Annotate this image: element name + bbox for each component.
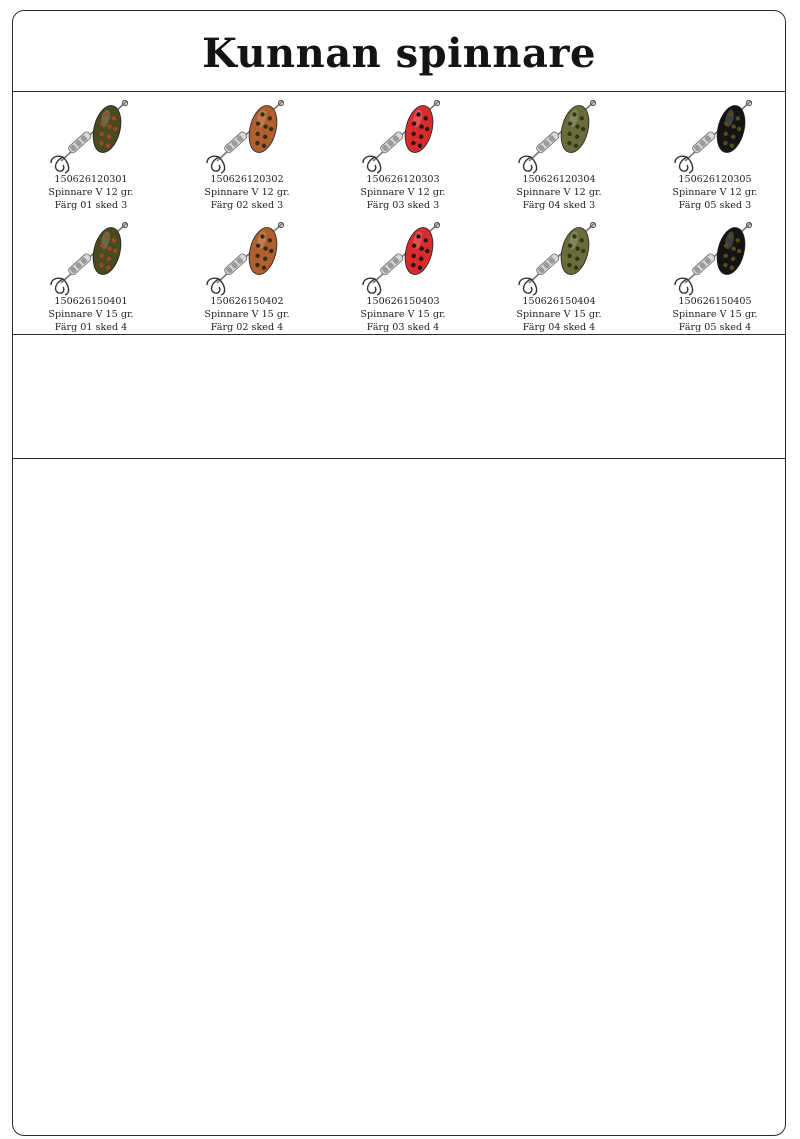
spinner-lure-icon [513,217,603,297]
page-title: Kunnan spinnare [202,29,596,77]
title-band [13,11,785,92]
product-caption [481,295,637,334]
product-variant: Färg 04 sked 4 [522,322,596,333]
spinner-lure-icon [45,217,135,297]
product-variant: Färg 03 sked 3 [366,200,440,211]
product-sku: 150626120302 [210,174,284,185]
spinner-lure-icon [669,217,759,297]
product-sku: 150626120303 [366,174,440,185]
product-sku: 150626120301 [54,174,128,185]
product-name: Spinnare V 12 gr. [204,187,290,198]
product-variant: Färg 03 sked 4 [366,322,440,333]
product-name: Spinnare V 15 gr. [360,309,446,320]
spinner-lure-icon [513,95,603,175]
product-item[interactable] [637,93,793,213]
product-row [13,215,785,335]
product-grid [13,93,785,335]
product-item[interactable] [169,93,325,213]
product-variant: Färg 05 sked 4 [678,322,752,333]
product-item[interactable] [481,93,637,213]
spinner-lure-icon [669,95,759,175]
product-sku: 150626120304 [522,174,596,185]
product-name: Spinnare V 12 gr. [360,187,446,198]
product-variant: Färg 02 sked 3 [210,200,284,211]
spinner-lure-icon [201,217,291,297]
product-item[interactable] [325,215,481,335]
product-sku: 150626150403 [366,296,440,307]
product-caption [13,173,169,212]
product-caption [637,173,793,212]
spinner-lure-icon [357,95,447,175]
product-caption [637,295,793,334]
spinner-lure-icon [201,95,291,175]
spinner-lure-icon [45,95,135,175]
product-name: Spinnare V 15 gr. [672,309,758,320]
product-sku: 150626150405 [678,296,752,307]
product-item[interactable] [169,215,325,335]
product-caption [325,173,481,212]
spinner-lure-icon [357,217,447,297]
product-caption [13,295,169,334]
empty-section [13,336,785,459]
product-item[interactable] [637,215,793,335]
product-name: Spinnare V 12 gr. [516,187,602,198]
product-sku: 150626120305 [678,174,752,185]
product-sku: 150626150404 [522,296,596,307]
product-sku: 150626150401 [54,296,128,307]
product-caption [325,295,481,334]
product-variant: Färg 01 sked 3 [54,200,128,211]
product-caption [169,173,325,212]
product-name: Spinnare V 12 gr. [672,187,758,198]
product-variant: Färg 02 sked 4 [210,322,284,333]
product-caption [169,295,325,334]
product-variant: Färg 04 sked 3 [522,200,596,211]
product-name: Spinnare V 15 gr. [516,309,602,320]
product-item[interactable] [13,93,169,213]
product-name: Spinnare V 15 gr. [48,309,134,320]
product-name: Spinnare V 12 gr. [48,187,134,198]
product-item[interactable] [325,93,481,213]
product-item[interactable] [481,215,637,335]
product-name: Spinnare V 15 gr. [204,309,290,320]
product-card [12,10,786,1136]
product-row [13,93,785,213]
product-variant: Färg 01 sked 4 [54,322,128,333]
product-sku: 150626150402 [210,296,284,307]
product-variant: Färg 05 sked 3 [678,200,752,211]
product-item[interactable] [13,215,169,335]
product-caption [481,173,637,212]
